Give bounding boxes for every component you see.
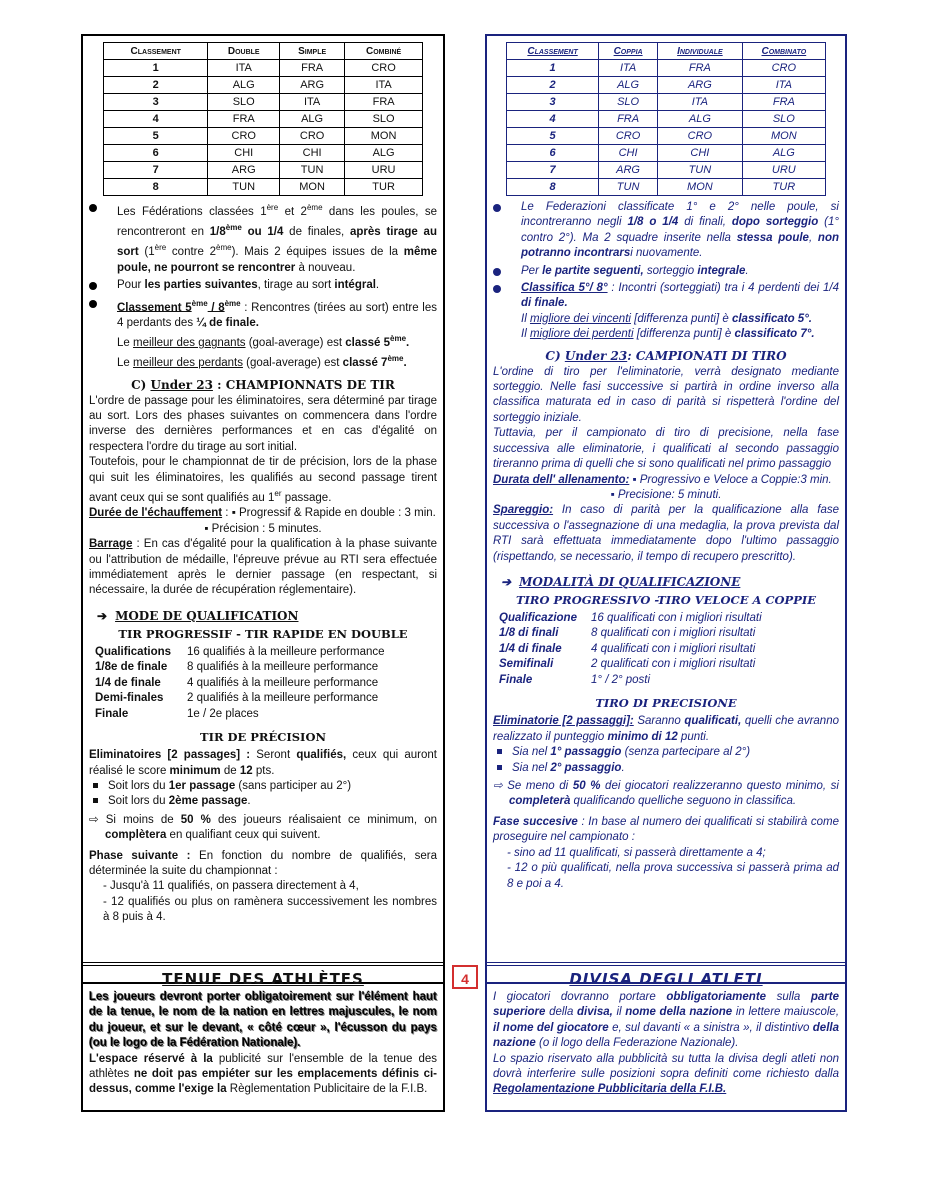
ranking-header-row — [507, 43, 826, 60]
paragraph: ⇨ Se meno di 50 % dei giocatori realizzeranno questo minimo, si completerà qualificando quelliche seguono in classifica. — [493, 780, 839, 808]
table-row — [104, 145, 423, 162]
subheading: TIRO PROGRESSIVO -TIRO VELOCE A COPPIE — [516, 592, 816, 607]
qualification-row — [95, 691, 443, 707]
nation-cell: ITA — [658, 94, 743, 111]
bullet-list-fr — [83, 200, 443, 372]
bullet-icon — [89, 282, 97, 290]
list-item: - sino ad 11 qualificati, si passerà direttamente a 4; — [507, 846, 766, 859]
rank-cell: 3 — [104, 94, 208, 111]
nation-cell: ARG — [599, 162, 658, 179]
paragraph: L'ordine di tiro per l'eliminatorie, verrà designato mediante sorteggio. Nelle fasi successive si partirà in ordine inverso alla classifica maturata ed in caso di parità si rispetterà l'ordine del sorteggio iniziale. — [493, 365, 839, 424]
square-bullet-icon — [497, 749, 502, 754]
header-cell: Classement — [507, 43, 599, 60]
paragraph: ⇨ Si moins de 50 % des joueurs réalisaient ce minimum, on complètera en qualifiant ceux qui suivent. — [89, 813, 437, 842]
warmup-line: ▪ Précision : 5 minutes. — [204, 522, 322, 535]
nation-cell: TUR — [742, 179, 825, 196]
section-heading: C) Under 23: CAMPIONATI DI TIRO — [545, 348, 787, 363]
table-row — [104, 60, 423, 77]
rank-cell: 5 — [104, 128, 208, 145]
bullet-icon — [493, 268, 501, 276]
bullet-icon — [89, 204, 97, 212]
qualification-stage: 1/4 di finale — [499, 642, 562, 655]
qualification-rule: 1e / 2e places — [187, 707, 259, 720]
table-row — [104, 162, 423, 179]
rank-cell: 4 — [104, 111, 208, 128]
header-cell: Double — [208, 43, 280, 60]
nation-cell: ALG — [208, 77, 280, 94]
nation-cell: ALG — [742, 145, 825, 162]
nation-cell: CRO — [599, 128, 658, 145]
header-cell: Coppia — [599, 43, 658, 60]
nation-cell: FRA — [345, 94, 423, 111]
subheading: TIR PROGRESSIF - TIR RAPIDE EN DOUBLE — [118, 626, 408, 641]
list-item: Sia nel 1° passaggio (senza partecipare al 2°) — [487, 745, 845, 760]
nation-cell: ARG — [658, 77, 743, 94]
qualification-row — [499, 673, 845, 689]
paragraph: Les joueurs devront porter obligatoirement sur l'élément haut de la tenue, le nom de la nation en lettres majuscules, le nom du joueur, et sur le devant, « côté cœur », l'écusson du pays (ou le logo de la Fédération Nationale). — [89, 991, 438, 1050]
paragraph: L'ordre de passage pour les éliminatoires, sera déterminé par tirage au sort. Lors des phases suivantes on commencera dans l'ordre inverse des dernières performances et en cas d'égalité on respectera l'ordre du tirage au sort initial. — [89, 394, 437, 453]
square-bullet-icon — [93, 783, 98, 788]
nation-cell: TUN — [208, 179, 280, 196]
square-bullet-icon — [497, 765, 502, 770]
qualification-rule: 16 qualificati con i migliori risultati — [591, 611, 762, 624]
nation-cell: ITA — [280, 94, 345, 111]
table-row — [507, 179, 826, 196]
list-item: - 12 qualifiés ou plus on ramènera successivement les nombres à 8 puis à 4. — [103, 895, 437, 924]
nation-cell: MON — [280, 179, 345, 196]
qualification-list-fr — [95, 645, 443, 723]
nation-cell: CRO — [658, 128, 743, 145]
nation-cell: URU — [345, 162, 423, 179]
list-item: Le Federazioni classificate 1° e 2° nelle poule, si incontreranno negli 1/8 o 1/4 di finali, dopo sorteggio (1° contro 2°). Ma 2 squadre inserite nella stessa poule, non potranno incontrarsi nuovamente. — [521, 200, 839, 262]
list-item: - Jusqu'à 11 qualifiés, on passera directement à 4, — [103, 880, 359, 893]
list-item: - 12 o più qualificati, nella prova successiva si passerà prima ad 8 e poi a 4. — [507, 862, 839, 890]
table-row — [507, 94, 826, 111]
italian-column — [485, 34, 847, 984]
qualification-row — [95, 707, 443, 723]
square-bullet-icon — [93, 798, 98, 803]
nation-cell: ARG — [208, 162, 280, 179]
nation-cell: ARG — [280, 77, 345, 94]
rank-cell: 6 — [507, 145, 599, 162]
nation-cell: ALG — [599, 77, 658, 94]
header-cell: Classement — [104, 43, 208, 60]
nation-cell: CHI — [280, 145, 345, 162]
qualification-rule: 16 qualifiés à la meilleure performance — [187, 645, 385, 658]
section-heading: C) Under 23 : CHAMPIONNATS DE TIR — [131, 377, 395, 392]
ranking-table-it — [506, 42, 826, 196]
outline-arrow-icon: ⇨ — [493, 780, 508, 793]
nation-cell: TUN — [658, 162, 743, 179]
paragraph: I giocatori dovranno portare obbligatoriamente sulla parte superiore della divisa, il nome della nazione in lettere maiuscole, il nome del giocatore e, sul davanti « a sinistra », il distintivo della nazione (o il logo della Federazione Nazionale). — [493, 991, 840, 1050]
nation-cell: SLO — [599, 94, 658, 111]
qualification-rule: 2 qualifiés à la meilleure performance — [187, 692, 379, 705]
nation-cell: FRA — [658, 60, 743, 77]
bullet-icon — [493, 285, 501, 293]
list-item: Les Fédérations classées 1ère et 2ème dans les poules, se rencontreront en 1/8ème ou 1/4 de finales, après tirage au sort (1ère contre 2ème). Mais 2 équipes issues de la même poule, ne pourront se rencontrer à nouveau. — [117, 200, 437, 276]
nation-cell: CRO — [345, 60, 423, 77]
table-row — [104, 179, 423, 196]
paragraph: Fase succesive : In base al numero dei qualificati si stabilirà come proseguire nel campionato : — [493, 815, 839, 844]
nation-cell: FRA — [280, 60, 345, 77]
paragraph: Eliminatorie [2 passaggi]: Saranno qualificati, quelli che avranno realizzato il punteggio minimo di 12 punti. — [493, 715, 839, 743]
nation-cell: ITA — [599, 60, 658, 77]
list-item: Soit lors du 1er passage (sans participer au 2°) — [83, 779, 443, 794]
header-cell: Individuale — [658, 43, 743, 60]
list-item: Per le partite seguenti, sorteggio integrale. — [521, 264, 839, 279]
table-row — [507, 111, 826, 128]
mode-heading: ➔ MODALITÀ DI QUALIFICAZIONE — [501, 574, 741, 589]
nation-cell: FRA — [742, 94, 825, 111]
nation-cell: CHI — [658, 145, 743, 162]
nation-cell: CHI — [208, 145, 280, 162]
header-cell: Simple — [280, 43, 345, 60]
qualification-stage: Demi-finales — [95, 692, 164, 705]
warmup-line: Durée de l'échauffement : ▪ Progressif & Rapide en double : 3 min. — [89, 507, 436, 520]
rank-cell: 5 — [507, 128, 599, 145]
nation-cell: TUN — [599, 179, 658, 196]
tenue-box-it — [485, 962, 847, 1112]
nation-cell: CRO — [280, 128, 345, 145]
table-row — [507, 128, 826, 145]
list-item: Classement 5ème / 8ème : Rencontres (tirées au sort) entre les 4 perdants des ¼ de finale. Le meilleur des gagnants (goal-average) est classé 5ème. Le meilleur des perdants (goal-average) est classé 7ème. — [117, 296, 437, 372]
list-item: Sia nel 2° passaggio. — [487, 761, 845, 776]
rank-cell: 1 — [104, 60, 208, 77]
french-column — [81, 34, 445, 984]
outline-arrow-icon: ⇨ — [89, 813, 106, 826]
bullet-list-it — [487, 200, 845, 343]
rank-cell: 4 — [507, 111, 599, 128]
paragraph: L'espace réservé à la publicité sur l'ensemble de la tenue des athlètes ne doit pas empiéter sur les emplacements définis ci-dessus, comme l'exige la Règlementation Publicitaire de la F.I.B. — [89, 1052, 437, 1096]
paragraph: Tuttavia, per il campionato di tiro di precisione, nella fase successiva alle eliminatorie, i qualificati al secondo passaggio tireranno prima di quelli che si sono qualificati nel primo passaggio — [493, 427, 839, 471]
nation-cell: MON — [658, 179, 743, 196]
nation-cell: CHI — [599, 145, 658, 162]
table-row — [507, 60, 826, 77]
nation-cell: FRA — [208, 111, 280, 128]
nation-cell: MON — [345, 128, 423, 145]
rank-cell: 8 — [104, 179, 208, 196]
qualification-row — [95, 660, 443, 676]
box-title: DIVISA DEGLI ATLETI — [569, 970, 763, 988]
nation-cell: SLO — [345, 111, 423, 128]
arrow-right-icon: ➔ — [97, 608, 108, 623]
nation-cell: SLO — [742, 111, 825, 128]
paragraph: Eliminatoires [2 passages] : Seront qualifiés, ceux qui auront réalisé le score minimum de 12 pts. — [89, 749, 437, 777]
box-title: TENUE DES ATHLÈTES — [162, 970, 364, 988]
paragraph: Lo spazio riservato alla pubblicità su tutta la divisa degli atleti non dovrà interferire sulle posizioni sopra definiti come richiesto dalla Regolamentazione Pubblicitaria della F.I.B. — [493, 1052, 839, 1096]
qualification-stage: Semifinali — [499, 658, 554, 671]
subheading: TIR DE PRÉCISION — [200, 730, 326, 745]
qualification-list-it — [499, 611, 845, 689]
qualification-stage: Finale — [95, 707, 129, 720]
paragraph: Toutefois, pour le championnat de tir de précision, lors de la phase qui suit les éliminatoires, les qualifiés au second passage tirent avant ceux qui se sont qualifiés au 1er passage. — [89, 456, 437, 504]
nation-cell: ITA — [742, 77, 825, 94]
qualification-rule: 8 qualifiés à la meilleure performance — [187, 661, 379, 674]
list-item: Classifica 5°/ 8° : Incontri (sorteggiati) tra i 4 perdenti dei 1/4 di finale. Il migliore dei vincenti [differenza punti] è classificato 5°. Il migliore dei perdenti [differenza punti] è classificato 7°. — [521, 281, 839, 343]
rank-cell: 2 — [507, 77, 599, 94]
tenue-box-fr — [81, 962, 445, 1112]
nation-cell: ITA — [345, 77, 423, 94]
qualification-stage: Qualificazione — [499, 611, 577, 624]
rank-cell: 1 — [507, 60, 599, 77]
nation-cell: TUR — [345, 179, 423, 196]
rank-cell: 6 — [104, 145, 208, 162]
subheading: TIRO DI PRECISIONE — [595, 696, 737, 711]
qualification-stage: 1/4 de finale — [95, 676, 161, 689]
qualification-row — [95, 676, 443, 692]
nation-cell: CRO — [208, 128, 280, 145]
barrage-paragraph: Spareggio: In caso di parità per la qualificazione alla fase successiva o l'assegnazione di una medaglia, la prova prevista dal RTI sarà effettuata immediatamente dopo l'ultimo passaggio (rispettando, se necessario, il tempo di recupero prescritto). — [493, 504, 839, 563]
page-number: 4 — [452, 965, 478, 989]
qualification-stage: 1/8e de finale — [95, 661, 168, 674]
ranking-table-fr — [103, 42, 423, 196]
rank-cell: 8 — [507, 179, 599, 196]
header-cell: Combinato — [742, 43, 825, 60]
header-cell: Combiné — [345, 43, 423, 60]
list-item: Soit lors du 2ème passage. — [83, 794, 443, 809]
nation-cell: CRO — [742, 60, 825, 77]
qualification-rule: 1° / 2° posti — [591, 673, 651, 686]
nation-cell: FRA — [599, 111, 658, 128]
table-row — [104, 111, 423, 128]
qualification-stage: Finale — [499, 673, 533, 686]
table-row — [507, 145, 826, 162]
barrage-paragraph: Barrage : En cas d'égalité pour la qualification à la phase suivante ou l'attribution de médaille, l'épreuve prévue au RTI sera effectuée immédiatement après le dernier passage (en respectant, si nécessaire, la durée de récupération réglementaire). — [89, 538, 437, 597]
warmup-line: Durata dell' allenamento: ▪ Progressivo e Veloce a Coppie:3 min. — [493, 473, 832, 486]
nation-cell: ALG — [345, 145, 423, 162]
bullet-icon — [493, 204, 501, 212]
ranking-header-row — [104, 43, 423, 60]
nation-cell: ALG — [658, 111, 743, 128]
qualification-row — [499, 626, 845, 642]
table-row — [104, 77, 423, 94]
nation-cell: ITA — [208, 60, 280, 77]
nation-cell: ALG — [280, 111, 345, 128]
warmup-line: ▪ Precisione: 5 minuti. — [610, 488, 722, 501]
qualification-rule: 4 qualificati con i migliori risultati — [591, 642, 756, 655]
list-item: Pour les parties suivantes, tirage au sort intégral. — [117, 278, 437, 293]
rank-cell: 7 — [507, 162, 599, 179]
rank-cell: 3 — [507, 94, 599, 111]
rank-cell: 2 — [104, 77, 208, 94]
rank-cell: 7 — [104, 162, 208, 179]
mode-heading: ➔ MODE DE QUALIFICATION — [97, 608, 299, 623]
qualification-rule: 2 qualificati con i migliori risultati — [591, 658, 756, 671]
nation-cell: TUN — [280, 162, 345, 179]
qualification-row — [95, 645, 443, 661]
table-row — [104, 128, 423, 145]
bullet-icon — [89, 300, 97, 308]
qualification-row — [499, 611, 845, 627]
nation-cell: SLO — [208, 94, 280, 111]
qualification-rule: 8 qualificati con i migliori risultati — [591, 627, 756, 640]
qualification-rule: 4 qualifiés à la meilleure performance — [187, 676, 379, 689]
nation-cell: MON — [742, 128, 825, 145]
table-row — [104, 94, 423, 111]
table-row — [507, 77, 826, 94]
qualification-stage: 1/8 di finali — [499, 627, 559, 640]
qualification-row — [499, 657, 845, 673]
arrow-right-icon: ➔ — [501, 574, 512, 589]
qualification-stage: Qualifications — [95, 645, 172, 658]
qualification-row — [499, 642, 845, 658]
paragraph: Phase suivante : En fonction du nombre de qualifiés, sera déterminée la suite du championnat : — [89, 849, 437, 878]
table-row — [507, 162, 826, 179]
nation-cell: URU — [742, 162, 825, 179]
